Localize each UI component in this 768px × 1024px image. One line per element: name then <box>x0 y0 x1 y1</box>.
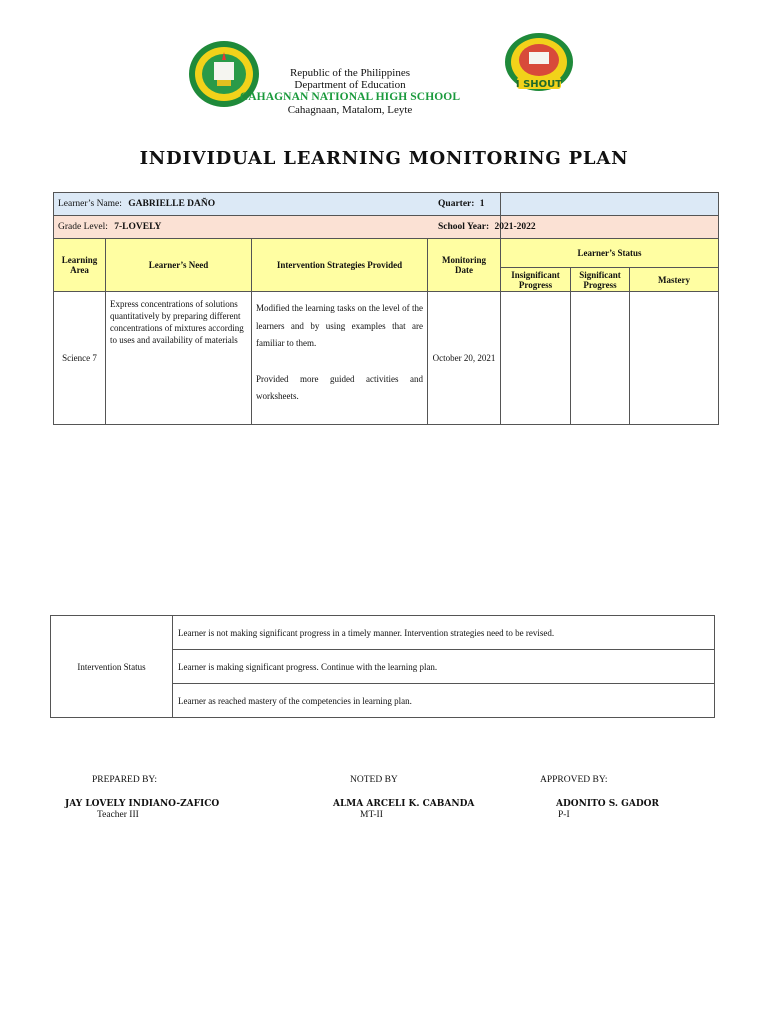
grade-level-row <box>54 216 719 239</box>
school-year-cell <box>438 216 719 239</box>
cell-learners-need: Express concentrations of solutions quantitatively by preparing different concentrations of mixtures according to uses and availability of materials <box>106 292 252 425</box>
intervention-status-3: Learner as reached mastery of the competencies in learning plan. <box>173 684 715 718</box>
header-address: Cahagnaan, Matalom, Leyte <box>287 104 413 116</box>
intervention-status-table <box>50 615 715 718</box>
cell-insignificant-progress <box>501 292 571 425</box>
header-monitoring-date: Monitoring Date <box>428 239 501 292</box>
learner-name-value: GABRIELLE DAÑO <box>128 199 216 209</box>
intervention-status-1: Learner is not making significant progress in a timely manner. Intervention strategies need to be revised. <box>173 616 715 650</box>
school-year-value: 2021-2022 <box>494 222 536 232</box>
noted-by-position: MT-II <box>360 810 383 820</box>
header-learners-status: Learner’s Status <box>501 239 719 268</box>
right-seal-text: I SHOUT <box>515 79 563 90</box>
learner-name-row <box>54 193 719 216</box>
header-learning-area: Learning Area <box>54 239 106 292</box>
header-republic: Republic of the Philippines <box>289 67 411 79</box>
cell-intervention-strategies <box>252 292 428 425</box>
monitoring-table <box>53 192 719 425</box>
grade-level-value: 7-LOVELY <box>114 222 162 232</box>
quarter-value: 1 <box>479 199 485 209</box>
noted-by-label: NOTED BY <box>350 775 398 785</box>
intervention-status-2: Learner is making significant progress. Continue with the learning plan. <box>173 650 715 684</box>
prepared-by-position: Teacher III <box>97 810 139 820</box>
approved-by-label: APPROVED BY: <box>540 775 608 785</box>
cell-significant-progress <box>571 292 630 425</box>
grade-level-label: Grade Level: <box>58 222 108 232</box>
header-mastery: Mastery <box>630 268 719 292</box>
table-row <box>51 616 715 650</box>
prepared-by-label: PREPARED BY: <box>92 775 158 785</box>
header-department: Department of Education <box>294 79 406 91</box>
header-school-name: CAHAGNAN NATIONAL HIGH SCHOOL <box>239 91 461 103</box>
cell-learning-area: Science 7 <box>54 292 106 425</box>
strategy-1: Modified the learning tasks on the level of the learners and by using examples that are familiar to them. <box>256 303 423 348</box>
cell-mastery <box>630 292 719 425</box>
document-title: INDIVIDUAL LEARNING MONITORING PLAN <box>139 148 629 169</box>
header-row-1 <box>54 239 719 268</box>
header-learners-need: Learner’s Need <box>106 239 252 292</box>
prepared-by-name: JAY LOVELY INDIANO-ZAFICO <box>65 799 220 809</box>
noted-by-name: ALMA ARCELI K. CABANDA <box>333 799 475 809</box>
school-year-label: School Year: <box>438 222 490 232</box>
header-intervention-strategies: Intervention Strategies Provided <box>252 239 428 292</box>
approved-by-name: ADONITO S. GADOR <box>556 799 659 809</box>
header-insignificant-progress: Insignificant Progress <box>501 268 571 292</box>
intervention-status-label: Intervention Status <box>51 616 173 718</box>
cell-monitoring-date: October 20, 2021 <box>428 292 501 425</box>
quarter-label: Quarter: <box>438 199 475 209</box>
approved-by-position: P-I <box>558 810 570 820</box>
grade-level-cell <box>54 216 501 239</box>
header-significant-progress: Significant Progress <box>571 268 630 292</box>
strategy-2: Provided more guided activities and worksheets. <box>256 373 423 401</box>
school-seal-right-icon <box>504 32 574 94</box>
table-row <box>54 292 719 425</box>
quarter-cell <box>438 193 719 216</box>
learner-name-label: Learner’s Name: <box>58 199 122 209</box>
learner-name-cell <box>54 193 501 216</box>
